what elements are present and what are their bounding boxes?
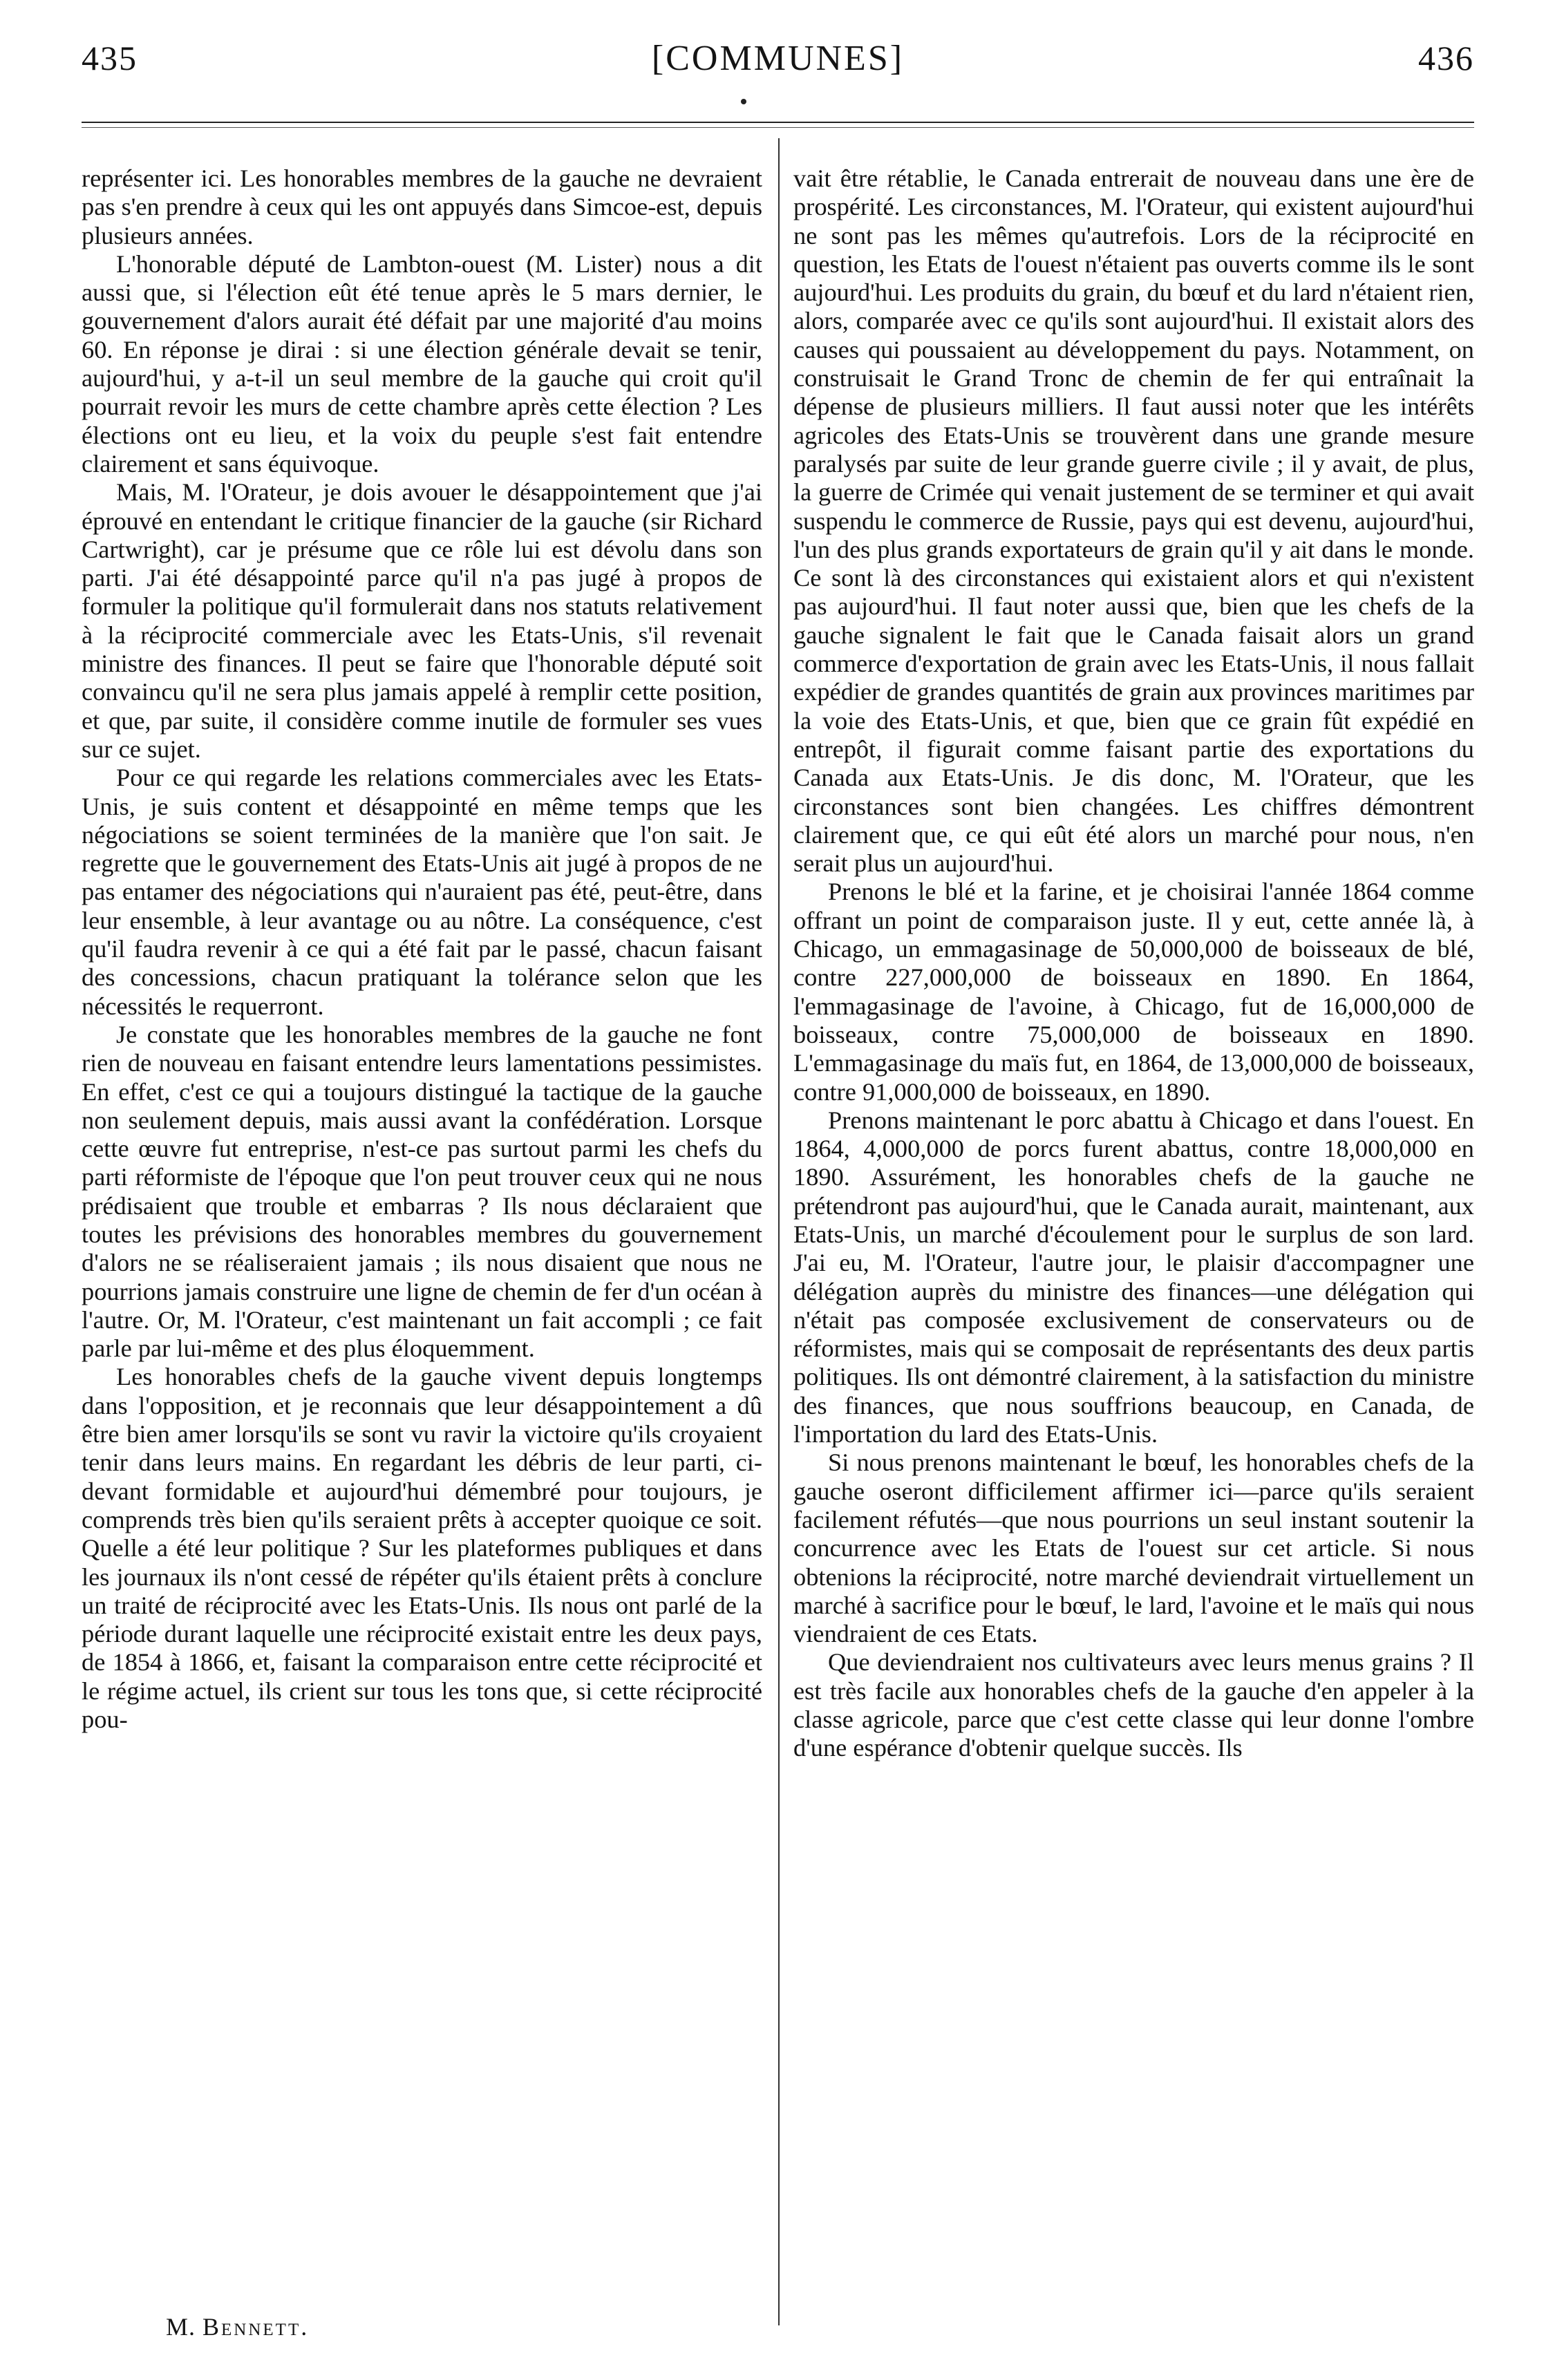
left-paragraph: représenter ici. Les honorables membres de la gauche ne devraient pas s'en prendre à ceux qui les ont appuyés dans Simcoe-est, depuis plusieurs années. (82, 164, 762, 249)
right-paragraph: Prenons le blé et la farine, et je choisirai l'année 1864 comme offrant un point de comparaison juste. Il y eut, cette année là, à Chicago, un emmagasinage de 50,000,000 de boisseaux de blé, contre 227,000,000 de boisseaux en 1890. En 1864, l'emmagasinage de l'avoine, à Chicago, fut de 16,000,000 de boisseaux, contre 75,000,000 de boisseaux en 1890. L'emmagasinage du maïs fut, en 1864, de 13,000,000 de boisseaux, contre 91,000,000 de boisseaux, en 1890. (793, 878, 1474, 1106)
signature-name: Bennett. (202, 2313, 310, 2341)
left-paragraph: Les honorables chefs de la gauche vivent depuis longtemps dans l'opposition, et je reconnais que leur désappointement a dû être bien amer lorsqu'ils se sont vu ravir la victoire qu'ils croyaient tenir dans leurs mains. En regardant les débris de leur parti, ci-devant formidable et aujourd'hui démembré pour toujours, je comprends très bien qu'ils seraient prêts à accepter quoique ce soit. Quelle a été leur politique ? Sur les plateformes publiques et dans les journaux ils n'ont cessé de répéter qu'ils étaient prêts à conclure un traité de réciprocité avec les Etats-Unis. Ils nous ont parlé de la période durant laquelle une réciprocité existait entre les deux pays, de 1854 à 1866, et, faisant la comparaison entre cette réciprocité et le régime actuel, ils crient sur tous les tons que, si cette réciprocité pou- (82, 1363, 762, 1734)
left-paragraph: Mais, M. l'Orateur, je dois avouer le désappointement que j'ai éprouvé en entendant le critique financier de la gauche (sir Richard Cartwright), car je présume que ce rôle lui est dévolu dans son parti. J'ai été désappointé parce qu'il n'a pas jugé à propos de formuler la politique qu'il formulerait dans nos statuts relativement à la réciprocité commerciale avec les Etats-Unis, s'il revenait ministre des finances. Il peut se faire que l'honorable député soit convaincu qu'il ne sera plus jamais appelé à remplir cette position, et que, par suite, il considère comme inutile de formuler ses vues sur ce sujet. (82, 478, 762, 763)
header-rule-secondary (82, 127, 1474, 128)
left-paragraph: Je constate que les honorables membres de la gauche ne font rien de nouveau en faisant entendre leurs lamentations pessimistes. En effet, c'est ce qui a toujours distingué la tactique de la gauche non seulement depuis, mais aussi avant la confédération. Lorsque cette œuvre fut entreprise, n'est-ce pas surtout parmi les chefs du parti réformiste de l'époque que l'on peut trouver ceux qui ne nous prédisaient que trouble et embarras ? Ils nous déclaraient que toutes les prévisions des honorables membres du gouvernement d'alors ne se réaliseraient jamais ; ils nous disaient que nous ne pourrions jamais construire une ligne de chemin de fer d'un océan à l'autre. Or, M. l'Orateur, c'est maintenant un fait accompli ; ce fait parle par lui-même et des plus éloquemment. (82, 1020, 762, 1363)
signature-initial: M. (166, 2313, 203, 2341)
speaker-signature (166, 2312, 309, 2341)
header-dot (741, 99, 746, 104)
column-divider (778, 138, 780, 2325)
right-paragraph: vait être rétablie, le Canada entrerait de nouveau dans une ère de prospérité. Les circonstances, M. l'Orateur, qui existent aujourd'hui ne sont pas les mêmes qu'autrefois. Lors de la réciprocité en question, les Etats de l'ouest n'étaient pas ouverts comme ils le sont aujourd'hui. Les produits du grain, du bœuf et du lard n'étaient rien, alors, comparée avec ce qu'ils sont aujourd'hui. Il existait alors des causes qui poussaient au développement du pays. Notamment, on construisait le Grand Tronc de chemin de fer qui entraînait la dépense de plusieurs milliers. Il faut aussi noter que les intérêts agricoles des Etats-Unis se trouvèrent dans une grande mesure paralysés par suite de leur grande guerre civile ; il y avait, de plus, la guerre de Crimée qui venait justement de se terminer et qui avait suspendu le commerce de Russie, pays qui est devenu, aujourd'hui, l'un des plus grands exportateurs de grain qu'il y ait dans le monde. Ce sont là des circonstances qui existaient alors et qui n'existent pas aujourd'hui. Il faut noter aussi que, bien que les chefs de la gauche signalent le fait que le Canada faisait alors un grand commerce d'exportation de grain avec les Etats-Unis, il nous fallait expédier de grandes quantités de grain aux provinces maritimes par la voie des Etats-Unis, et que, bien que ce grain fût expédié en entrepôt, il figurait comme faisant partie des exportations du Canada aux Etats-Unis. Je dis donc, M. l'Orateur, que les circonstances sont bien changées. Les chiffres démontrent clairement que, ce qui eût été alors un marché pour nous, n'en serait plus un aujourd'hui. (793, 164, 1474, 878)
left-paragraph: L'honorable député de Lambton-ouest (M. Lister) nous a dit aussi que, si l'élection eût été tenue après le 5 mars dernier, le gouvernement d'alors aurait été défait par une majorité d'au moins 60. En réponse je dirai : si une élection générale devait se tenir, aujourd'hui, y a-t-il un seul membre de la gauche qui croit qu'il pourrait revoir les murs de cette chambre après cette élection ? Les élections ont eu lieu, et la voix du peuple s'est fait entendre clairement et sans équivoque. (82, 249, 762, 478)
right-paragraph: Prenons maintenant le porc abattu à Chicago et dans l'ouest. En 1864, 4,000,000 de porcs furent abattus, contre 18,000,000 en 1890. Assurément, les honorables chefs de la gauche ne prétendront pas aujourd'hui, que le Canada aurait, maintenant, aux Etats-Unis, un marché d'écoulement pour le surplus de son lard. J'ai eu, M. l'Orateur, l'autre jour, le plaisir d'accompagner une délégation auprès du ministre des finances—une délégation qui n'était pas composée exclusivement de conservateurs ou de réformistes, mais qui se composait de représentants des deux partis politiques. Ils ont démontré clairement, à la satisfaction du ministre des finances, que nous souffrions beaucoup, en Canada, de l'importation du lard des Etats-Unis. (793, 1106, 1474, 1448)
page-number-right: 436 (1418, 39, 1474, 77)
page-header (82, 38, 1474, 93)
right-column (793, 164, 1474, 2348)
header-rule (82, 122, 1474, 123)
left-column (82, 164, 762, 2348)
running-title: [COMMUNES] (651, 39, 905, 78)
left-paragraph: Pour ce qui regarde les relations commerciales avec les Etats-Unis, je suis content et désappointé en même temps que les négociations se soient terminées de la manière que l'on sait. Je regrette que le gouvernement des Etats-Unis ait jugé à propos de ne pas entamer des négociations qui n'auraient pas été, peut-être, dans leur ensemble, à leur avantage ou au nôtre. La conséquence, c'est qu'il faudra revenir à ce qui a été fait par le passé, chacun faisant des concessions, chacun pratiquant la tolérance selon que les nécessités le requerront. (82, 764, 762, 1020)
right-paragraph: Que deviendraient nos cultivateurs avec leurs menus grains ? Il est très facile aux honorables chefs de la gauche d'en appeler à la classe agricole, parce que c'est cette classe qui leur donne l'ombre d'une espérance d'obtenir quelque succès. Ils (793, 1648, 1474, 1762)
page-number-left: 435 (82, 39, 138, 77)
right-paragraph: Si nous prenons maintenant le bœuf, les honorables chefs de la gauche oseront difficilement affirmer ici—parce qu'ils seraient facilement réfutés—que nous pourrions un seul instant soutenir la concurrence avec les Etats de l'ouest sur cet article. Si nous obtenions la réciprocité, notre marché deviendrait virtuellement un marché à sacrifice pour le bœuf, le lard, l'avoine et le maïs qui nous viendraient de ces Etats. (793, 1448, 1474, 1648)
